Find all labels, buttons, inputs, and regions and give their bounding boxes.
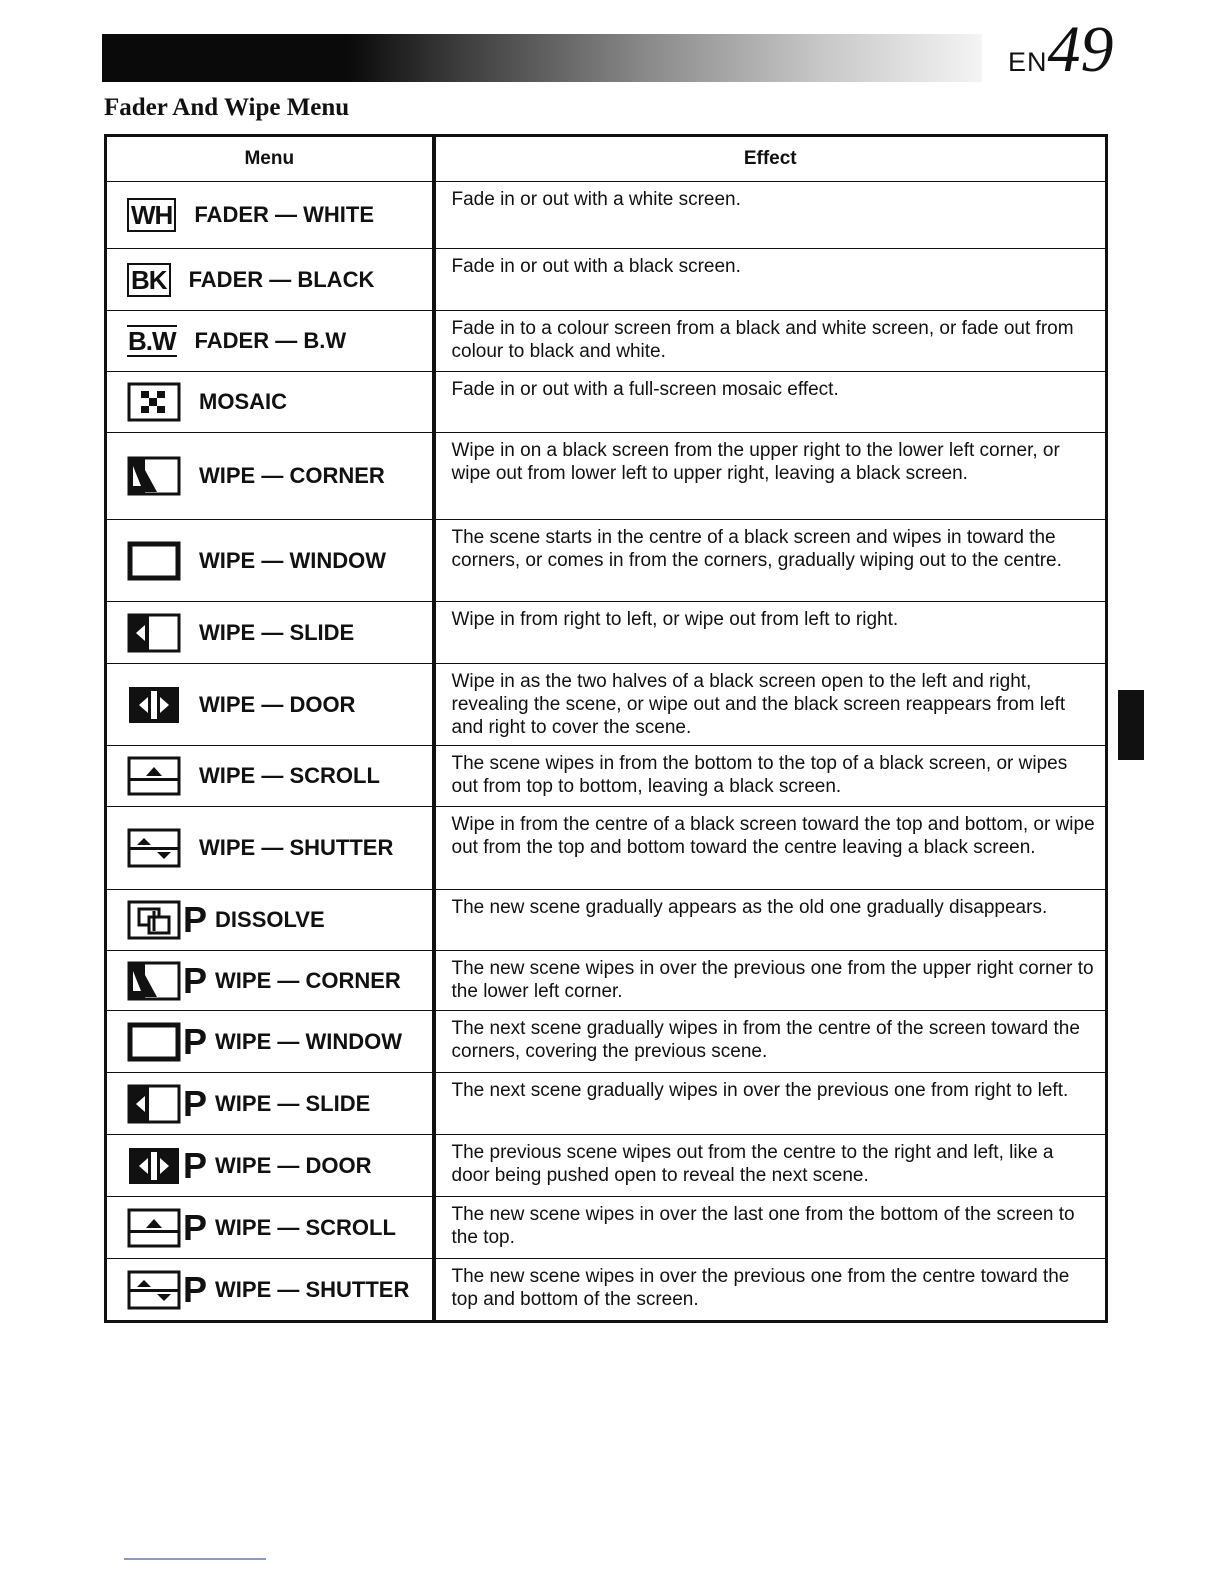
menu-cell xyxy=(106,1073,434,1135)
table-row xyxy=(106,664,1107,746)
menu-cell xyxy=(106,1011,434,1073)
menu-item-label: FADER — B.W xyxy=(194,328,347,353)
menu-cell xyxy=(106,602,434,664)
picture-mode-p-icon: P xyxy=(183,1206,208,1248)
table-row xyxy=(106,182,1107,249)
section-title: Fader And Wipe Menu xyxy=(104,94,350,121)
menu-cell xyxy=(106,433,434,520)
menu-cell xyxy=(106,249,434,311)
window-icon xyxy=(127,541,181,581)
corner-icon xyxy=(127,961,181,1001)
menu-cell xyxy=(106,807,434,890)
footer-rule xyxy=(124,1558,266,1560)
menu-cell xyxy=(106,372,434,433)
menu-item-label: WIPE — CORNER xyxy=(199,463,385,488)
effect-description: Fade in or out with a full-screen mosaic effect. xyxy=(434,372,1107,433)
window-icon xyxy=(127,1022,181,1062)
menu-cell xyxy=(106,520,434,602)
menu-item-label: WIPE — SHUTTER xyxy=(215,1276,410,1302)
effect-column-header: Effect xyxy=(434,136,1107,182)
menu-cell xyxy=(106,951,434,1011)
table-row xyxy=(106,602,1107,664)
menu-item-label: WIPE — SLIDE xyxy=(199,619,355,645)
mosaic-icon xyxy=(127,382,181,422)
effect-description: The next scene gradually wipes in over the previous one from right to left. xyxy=(434,1073,1107,1135)
picture-mode-p-icon: P xyxy=(183,899,208,940)
table-row xyxy=(106,311,1107,372)
menu-cell xyxy=(106,1135,434,1197)
picture-mode-p-icon: P xyxy=(183,959,208,1001)
menu-item-label: WIPE — CORNER xyxy=(215,967,401,993)
table-row xyxy=(106,249,1107,311)
menu-item-label: WIPE — WINDOW xyxy=(199,547,386,573)
slide-icon xyxy=(127,1084,181,1124)
effect-description: Fade in or out with a black screen. xyxy=(434,249,1107,311)
menu-item-label: WIPE — WINDOW xyxy=(215,1028,402,1054)
slide-icon xyxy=(127,613,181,653)
effect-description: Wipe in on a black screen from the upper right to the lower left corner, or wipe out from lower left to upper right, leaving a black screen. xyxy=(434,433,1107,520)
table-row xyxy=(106,1135,1107,1197)
picture-mode-p-icon: P xyxy=(183,1268,208,1310)
bw-icon: B.W xyxy=(128,326,176,356)
table-row xyxy=(106,372,1107,433)
door-icon xyxy=(127,685,181,725)
table-header-row xyxy=(106,136,1107,182)
section-tab-marker xyxy=(1118,690,1144,760)
scroll-icon xyxy=(127,1208,181,1248)
header-bar xyxy=(102,34,982,82)
effect-description: The scene starts in the centre of a black screen and wipes in toward the corners, or comes in from the corners, gradually wiping out to the centre. xyxy=(434,520,1107,602)
menu-cell xyxy=(106,890,434,951)
menu-cell xyxy=(106,182,434,249)
effect-description: The new scene wipes in over the last one from the bottom of the screen to the top. xyxy=(434,1197,1107,1259)
table-row xyxy=(106,1073,1107,1135)
effect-description: Wipe in from the centre of a black screen toward the top and bottom, or wipe out from the top and bottom toward the centre leaving a black screen. xyxy=(434,807,1107,890)
menu-item-label: FADER — BLACK xyxy=(188,266,375,292)
scroll-icon xyxy=(127,756,181,796)
page-number-value: 49 xyxy=(1047,13,1114,86)
page-lang: EN xyxy=(1008,47,1048,77)
table-row xyxy=(106,1259,1107,1322)
menu-item-label: WIPE — SHUTTER xyxy=(199,835,394,860)
effect-description: The previous scene wipes out from the centre to the right and left, like a door being pushed open to reveal the next scene. xyxy=(434,1135,1107,1197)
fader-wipe-table xyxy=(104,134,1108,1323)
shutter-icon xyxy=(127,1270,181,1310)
effect-description: The scene wipes in from the bottom to the top of a black screen, or wipes out from top to bottom, leaving a black screen. xyxy=(434,746,1107,807)
table-row xyxy=(106,1011,1107,1073)
door-icon xyxy=(127,1146,181,1186)
menu-item-label: DISSOLVE xyxy=(215,907,325,932)
bk-icon: BK xyxy=(127,263,171,297)
menu-column-header: Menu xyxy=(106,136,434,182)
menu-cell xyxy=(106,311,434,372)
menu-item-label: WIPE — SCROLL xyxy=(215,1214,396,1240)
menu-item-label: MOSAIC xyxy=(199,389,287,414)
menu-cell xyxy=(106,664,434,746)
table-row xyxy=(106,1197,1107,1259)
menu-item-label: WIPE — SCROLL xyxy=(199,763,380,788)
menu-cell xyxy=(106,1197,434,1259)
menu-cell xyxy=(106,1259,434,1322)
menu-item-label: WIPE — DOOR xyxy=(215,1152,372,1178)
menu-item-label: WIPE — DOOR xyxy=(199,691,356,717)
wh-icon: WH xyxy=(127,198,176,232)
effect-description: Fade in or out with a white screen. xyxy=(434,182,1107,249)
picture-mode-p-icon: P xyxy=(183,1144,208,1186)
table-row xyxy=(106,520,1107,602)
page-number xyxy=(1008,12,1114,92)
shutter-icon xyxy=(127,828,181,868)
effect-description: Wipe in from right to left, or wipe out from left to right. xyxy=(434,602,1107,664)
table-row xyxy=(106,746,1107,807)
effect-description: The new scene wipes in over the previous one from the upper right corner to the lower left corner. xyxy=(434,951,1107,1011)
picture-mode-p-icon: P xyxy=(183,1020,208,1062)
table-row xyxy=(106,890,1107,951)
picture-mode-p-icon: P xyxy=(183,1082,208,1124)
dissolve-icon xyxy=(127,900,181,940)
effect-description: Fade in to a colour screen from a black and white screen, or fade out from colour to black and white. xyxy=(434,311,1107,372)
corner-icon xyxy=(127,456,181,496)
menu-item-label: FADER — WHITE xyxy=(194,202,374,227)
menu-item-label: WIPE — SLIDE xyxy=(215,1090,371,1116)
effect-description: The next scene gradually wipes in from the centre of the screen toward the corners, covering the previous scene. xyxy=(434,1011,1107,1073)
effect-description: Wipe in as the two halves of a black screen open to the left and right, revealing the scene, or wipe out and the black screen reappears from left and right to cover the scene. xyxy=(434,664,1107,746)
table-row xyxy=(106,433,1107,520)
effect-description: The new scene gradually appears as the old one gradually disappears. xyxy=(434,890,1107,951)
table-row xyxy=(106,951,1107,1011)
menu-cell xyxy=(106,746,434,807)
effect-description: The new scene wipes in over the previous one from the centre toward the top and bottom of the screen. xyxy=(434,1259,1107,1322)
table-row xyxy=(106,807,1107,890)
